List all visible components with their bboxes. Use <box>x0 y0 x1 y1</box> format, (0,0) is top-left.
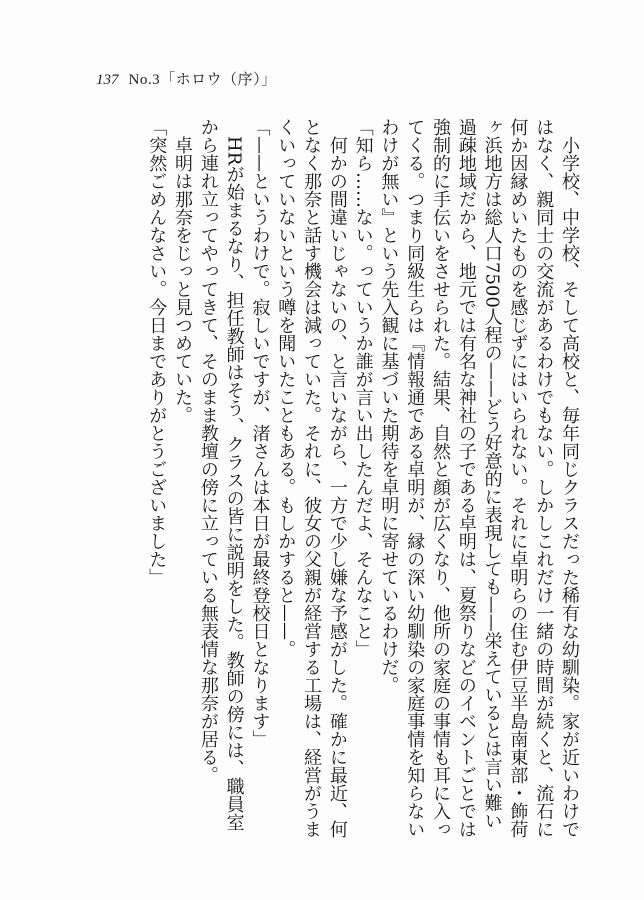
paragraph-narration-2: 何かの間違いじゃないの、と言いながら、一方で少し嫌な予感がした。確かに最近、何となく那奈と話す機会は減っていた。それに、彼女の父親が経営する工場は、経営がうまくいっていないという噂を聞いたこともある。もしかすると——。 <box>275 118 348 838</box>
chapter-title: No.3「ホロウ（序）」 <box>128 72 277 88</box>
paragraph-narration-1: 小学校、中学校、そして高校と、毎年同じクラスだった稀有な幼馴染。家が近いわけではなく、親同士の交流があるわけでもない。しかしこれだけ一緒の時間が続くと、流石に何か因縁めいたものを感じずにはいられない。それに卓明らの住む伊豆半島南東部・飾荷ヶ浜地方は総人口7500人程の——どう好意的に表現しても——栄えているとは言い難い過疎地域だから、地元では有名な神社の子である卓明は、夏祭りなどのイベントごとでは強制的に手伝いをさせられた。結果、自然と顔が広くなり、他所の家庭の事情も耳に入ってくる。つまり同級生らは『情報通である卓明が、縁の深い幼馴染の家庭事情を知らないわけが無い』という先入観に基づいた期待を卓明に寄せているわけだ。 <box>378 118 580 838</box>
running-header <box>96 68 277 92</box>
paragraph-dialogue-3: 「突然ごめんなさい。今日までありがとうございました」 <box>146 118 168 586</box>
paragraph-narration-4: 卓明は那奈をじっと見つめていた。 <box>172 136 194 424</box>
paragraph-narration-3: HRが始まるなり、担任教師はそう、クラスの皆に説明をした。教師の傍には、職員室から連れ立ってやってきて、そのまま教壇の傍に立っている無表情な那奈が居る。 <box>197 118 245 832</box>
paragraph-dialogue-1: 「知ら……ない。っていうか誰が言い出したんだよ、そんなこと」 <box>352 118 374 658</box>
page-number: 137 <box>96 72 119 88</box>
paragraph-dialogue-2: 「——というわけで。寂しいですが、渚さんは本日が最終登校日となります」 <box>249 118 271 748</box>
vertical-body-text <box>62 118 582 838</box>
